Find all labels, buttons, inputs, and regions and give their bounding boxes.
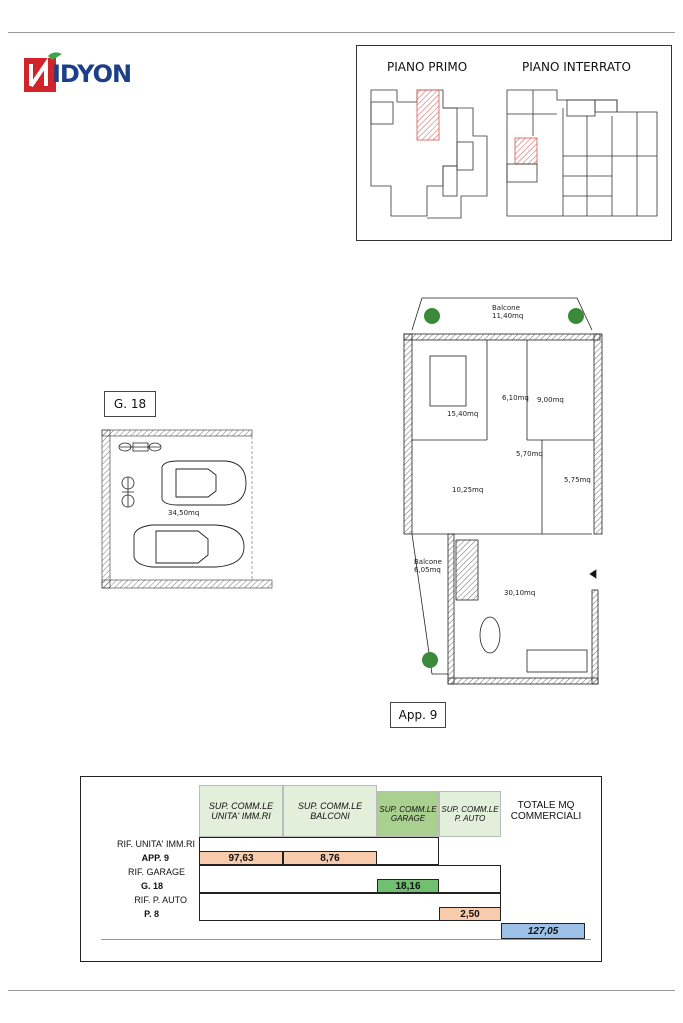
room-balcone-left-name: Balcone bbox=[414, 558, 442, 566]
room-hall-area: 5,70mq bbox=[516, 450, 543, 458]
garage-area: 34,50mq bbox=[168, 509, 200, 517]
header-totale: TOTALE MQ COMMERCIALI bbox=[510, 800, 582, 822]
room-bath1-area: 6,10mq bbox=[502, 394, 529, 402]
room-balcone-left-area: 6,05mq bbox=[414, 566, 441, 574]
bicycle-icon bbox=[122, 477, 134, 507]
room-study-area: 10,25mq bbox=[452, 486, 484, 494]
bottom-rule bbox=[8, 990, 675, 991]
row3-name: P. 8 bbox=[144, 909, 159, 919]
header-sup-garage: SUP. COMM.LE GARAGE bbox=[377, 791, 439, 837]
summary-table bbox=[80, 776, 602, 962]
basement-plan bbox=[507, 90, 657, 216]
car-icon-2 bbox=[134, 525, 244, 567]
row1-ref: RIF. UNITA' IMM.RI bbox=[116, 839, 195, 849]
apartment-label: App. 9 bbox=[390, 702, 446, 728]
table-bottom-rule bbox=[101, 939, 591, 940]
row3-ref: RIF. P. AUTO bbox=[134, 895, 187, 905]
garage-label: G. 18 bbox=[104, 391, 156, 417]
header-sup-auto: SUP. COMM.LE P. AUTO bbox=[439, 791, 501, 837]
total-value: 127,05 bbox=[501, 923, 585, 939]
key-plan bbox=[356, 45, 672, 241]
brand-name: IDYON bbox=[52, 60, 132, 88]
row1-unita: 97,63 bbox=[199, 851, 283, 865]
row1-balconi: 8,76 bbox=[283, 851, 377, 865]
room-bedroom-area: 15,40mq bbox=[447, 410, 479, 418]
first-floor-plan bbox=[371, 90, 487, 218]
row2-name: G. 18 bbox=[140, 881, 163, 891]
motorbike-icon bbox=[119, 443, 161, 451]
row3-auto: 2,50 bbox=[439, 907, 501, 921]
row1-name: APP. 9 bbox=[141, 853, 169, 863]
room-balcone-top-name: Balcone bbox=[492, 304, 520, 312]
room-bedroom2-area: 9,00mq bbox=[537, 396, 564, 404]
room-living-area: 30,10mq bbox=[504, 589, 536, 597]
key-plan-drawing bbox=[357, 46, 671, 240]
apartment-plan bbox=[392, 290, 612, 690]
top-rule bbox=[8, 32, 675, 33]
first-floor-title: PIANO PRIMO bbox=[387, 60, 468, 74]
header-sup-balconi: SUP. COMM.LE BALCONI bbox=[283, 785, 377, 837]
row2-garage: 18,16 bbox=[377, 879, 439, 893]
room-balcone-top-area: 11,40mq bbox=[492, 312, 524, 320]
header-sup-unita: SUP. COMM.LE UNITA' IMM.RI bbox=[199, 785, 283, 837]
row2-frame bbox=[199, 865, 501, 893]
room-bath2-area: 5,75mq bbox=[564, 476, 591, 484]
basement-title: PIANO INTERRATO bbox=[522, 60, 631, 74]
garage-plan bbox=[98, 423, 278, 593]
plant-icons bbox=[422, 308, 584, 668]
car-icon bbox=[162, 461, 246, 505]
row2-ref: RIF. GARAGE bbox=[127, 867, 185, 877]
